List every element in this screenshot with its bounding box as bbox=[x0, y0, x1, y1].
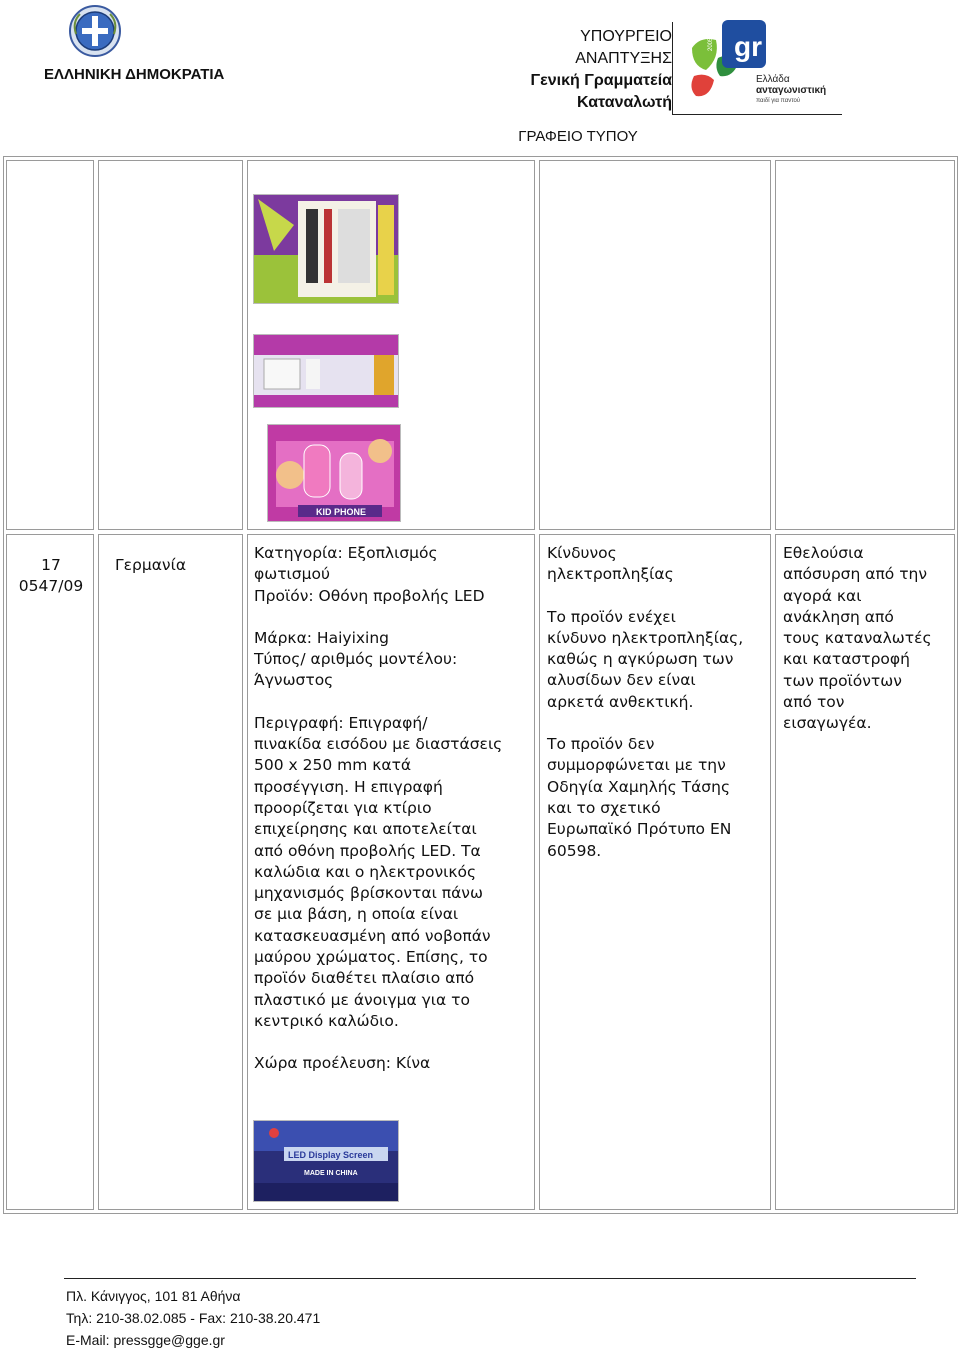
risk-line: Οδηγία Χαμηλής Τάσης bbox=[547, 777, 731, 796]
gr-logo-mark: gr bbox=[734, 31, 762, 62]
product-photo-led-screen bbox=[253, 1120, 399, 1202]
description-line: φωτισμού bbox=[254, 565, 330, 584]
risk-line: καθώς η αγκύρωση των bbox=[547, 650, 734, 669]
greece-competitive-logo bbox=[686, 18, 836, 110]
risk-line: συμμορφώνεται με την bbox=[547, 756, 726, 775]
description-line: Χώρα προέλευση: Κίνα bbox=[254, 1054, 431, 1073]
description-line: προσέγγιση. Η επιγραφή bbox=[254, 777, 443, 796]
measures-taken bbox=[783, 543, 953, 735]
ministry-line3: Γενική Γραμματεία bbox=[530, 72, 672, 89]
description-line: από οθόνη προβολής LED. Τα bbox=[254, 841, 481, 860]
risk-line: Ευρωπαϊκό Πρότυπο EN bbox=[547, 820, 732, 839]
description-line: κατασκευασμένη από νοβοπάν bbox=[254, 926, 491, 945]
recall-table bbox=[3, 156, 958, 1214]
measures-line: τους καταναλωτές bbox=[783, 629, 932, 648]
measures-line: απόσυρση από την bbox=[783, 565, 928, 584]
description-line: καλώδια και ο ηλεκτρονικός bbox=[254, 862, 477, 881]
footer-phone: Τηλ: 210-38.02.085 - Fax: 210-38.20.471 bbox=[66, 1310, 321, 1326]
gr-logo-years: 2005 2010 bbox=[708, 22, 714, 51]
risk-description bbox=[547, 543, 769, 862]
led-box-label: LED Display Screen bbox=[288, 1150, 374, 1160]
product-description bbox=[254, 543, 530, 1075]
risk-line: αρκετά ανθεκτική. bbox=[547, 692, 694, 711]
measures-line: από τον bbox=[783, 693, 845, 712]
description-line: επιχείρησης και αποτελείται bbox=[254, 820, 477, 839]
description-line: Προϊόν: Οθόνη προβολής LED bbox=[254, 586, 485, 605]
description-line: Μάρκα: Haiyixing bbox=[254, 628, 390, 647]
header-divider bbox=[672, 22, 673, 114]
risk-line: και το σχετικό bbox=[547, 798, 661, 817]
logo-text-line3: παιδί για παντού bbox=[756, 98, 801, 104]
product-photo-package-strip bbox=[253, 334, 399, 408]
cell-top-country bbox=[98, 160, 243, 530]
ministry-block bbox=[510, 26, 672, 114]
product-photo-kid-phone bbox=[267, 424, 401, 522]
footer-email: E-Mail: pressgge@gge.gr bbox=[66, 1332, 225, 1348]
risk-line bbox=[547, 713, 769, 734]
cell-country bbox=[98, 534, 243, 1210]
greek-emblem-logo bbox=[68, 4, 122, 58]
description-line: κεντρικό καλώδιο. bbox=[254, 1011, 399, 1030]
cell-top-risk bbox=[539, 160, 771, 530]
republic-title: ΕΛΛΗΝΙΚΗ ΔΗΜΟΚΡΑΤΙΑ bbox=[44, 66, 225, 83]
risk-line: Το προϊόν δεν bbox=[547, 735, 655, 754]
description-line: προορίζεται για κτίριο bbox=[254, 798, 432, 817]
risk-line bbox=[547, 586, 769, 607]
footer bbox=[66, 1285, 320, 1351]
description-line: 500 x 250 mm κατά bbox=[254, 756, 412, 775]
description-line: Κατηγορία: Εξοπλισμός bbox=[254, 544, 438, 562]
risk-line: Κίνδυνος bbox=[547, 544, 617, 562]
cell-number bbox=[6, 534, 94, 1210]
description-line: πινακίδα εισόδου με διαστάσεις bbox=[254, 735, 503, 754]
product-photo-package-back bbox=[253, 194, 399, 304]
ministry-line2: ΑΝΑΠΤΥΞΗΣ bbox=[575, 50, 672, 67]
logo-text-line1: Ελλάδα bbox=[756, 74, 790, 85]
description-line: πλαστικό με άνοιγμα για το bbox=[254, 990, 470, 1009]
country: Γερμανία bbox=[115, 556, 187, 574]
measures-line: εισαγωγέα. bbox=[783, 714, 872, 733]
ministry-line4: Καταναλωτή bbox=[577, 94, 672, 111]
description-line: Τύπος/ αριθμός μοντέλου: bbox=[254, 650, 458, 669]
entry-number-block bbox=[11, 555, 91, 598]
ministry-line1: ΥΠΟΥΡΓΕΙΟ bbox=[580, 28, 672, 45]
description-line: μηχανισμός βρίσκονται πάνω bbox=[254, 884, 483, 903]
measures-line: Εθελούσια bbox=[783, 544, 864, 562]
description-line bbox=[254, 692, 530, 713]
press-office-label: ΓΡΑΦΕΙΟ ΤΥΠΟΥ bbox=[518, 128, 638, 145]
measures-line: αγορά και bbox=[783, 586, 862, 605]
risk-line: αλυσίδων δεν είναι bbox=[547, 671, 696, 690]
description-line: σε μια βάση, η οποία είναι bbox=[254, 905, 459, 924]
measures-line: και καταστροφή bbox=[783, 650, 910, 669]
cell-top-measures bbox=[775, 160, 955, 530]
led-box-origin: MADE IN CHINA bbox=[304, 1170, 358, 1177]
description-line: Περιγραφή: Επιγραφή/ bbox=[254, 713, 428, 732]
risk-line: Το προϊόν ενέχει bbox=[547, 607, 676, 626]
measures-line: των προϊόντων bbox=[783, 671, 902, 690]
risk-line: κίνδυνο ηλεκτροπληξίας, bbox=[547, 628, 744, 647]
risk-line: 60598. bbox=[547, 841, 602, 860]
description-line bbox=[254, 1032, 530, 1053]
logo-text-line2: ανταγωνιστική bbox=[756, 85, 827, 96]
logo-underline bbox=[672, 114, 842, 115]
description-line bbox=[254, 607, 530, 628]
risk-line: ηλεκτροπληξίας bbox=[547, 565, 674, 584]
cell-top-number bbox=[6, 160, 94, 530]
footer-address: Πλ. Κάνιγγος, 101 81 Αθήνα bbox=[66, 1288, 241, 1304]
entry-number: 17 bbox=[41, 556, 61, 574]
entry-code: 0547/09 bbox=[18, 577, 84, 596]
kid-phone-box-label: KID PHONE bbox=[316, 507, 367, 517]
description-line: προϊόν διαθέτει πλαίσιο από bbox=[254, 969, 475, 988]
description-line: Άγνωστος bbox=[254, 671, 334, 690]
footer-divider bbox=[64, 1278, 916, 1279]
measures-line: ανάκληση από bbox=[783, 607, 894, 626]
description-line: μαύρου χρώματος. Επίσης, το bbox=[254, 948, 488, 967]
